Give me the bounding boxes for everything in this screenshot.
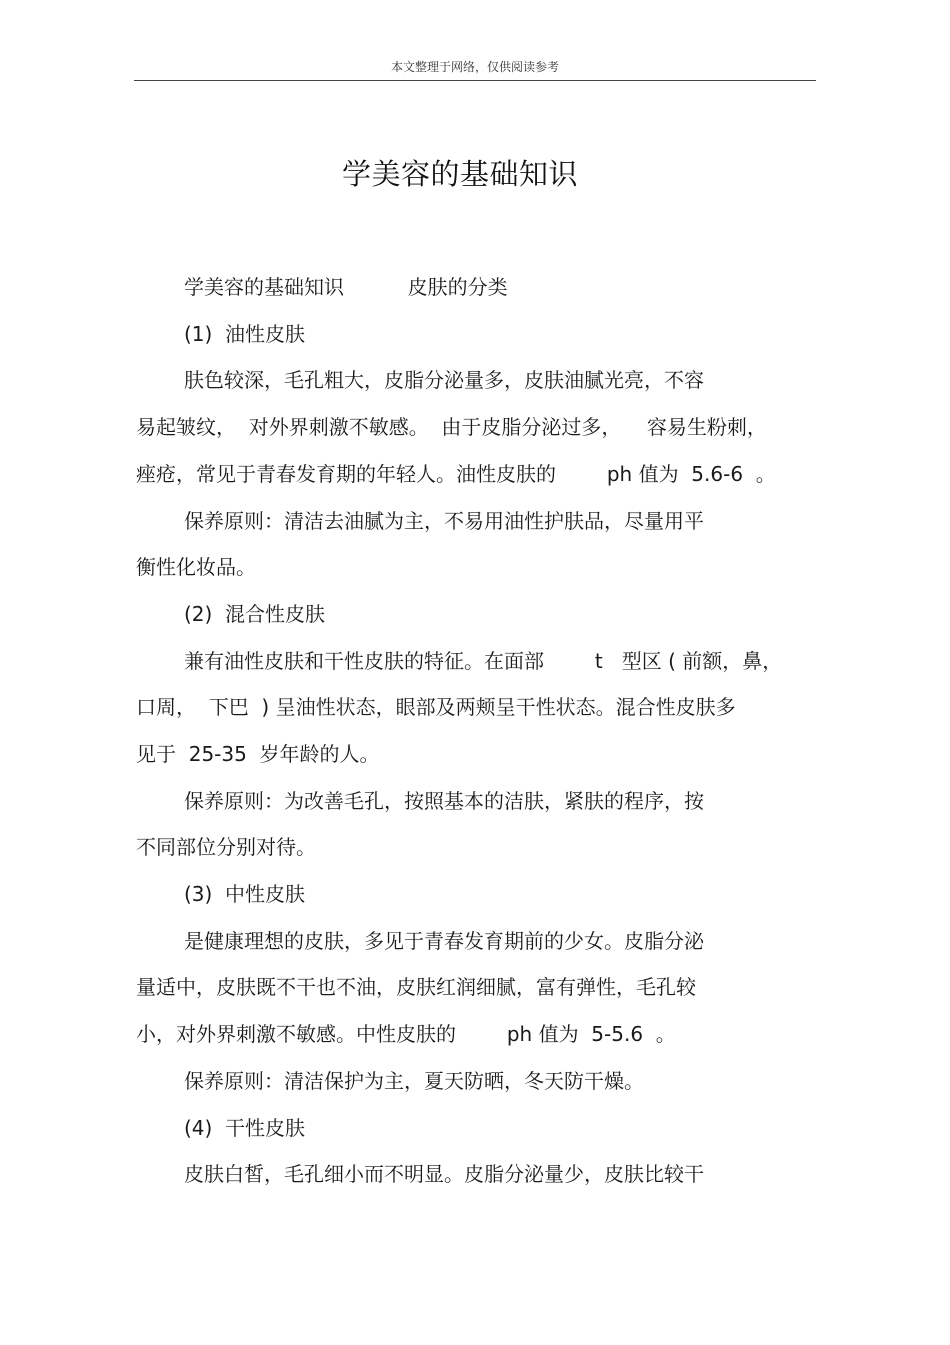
paragraph-line: 量适中，皮肤既不干也不油，皮肤红润细腻，富有弹性，毛孔较 <box>136 975 696 999</box>
paragraph-line: 易起皱纹， 对外界刺激不敏感。 由于皮脂分泌过多， 容易生粉刺， <box>136 415 767 439</box>
subheading-oily: (1) 油性皮肤 <box>184 322 306 346</box>
subheading-combination: (2) 混合性皮肤 <box>184 602 326 626</box>
paragraph-line: 不同部位分别对待。 <box>136 835 316 859</box>
paragraph-line: 衡性化妆品。 <box>136 555 256 579</box>
subheading-neutral: (3) 中性皮肤 <box>184 882 306 906</box>
paragraph-line: 肤色较深，毛孔粗大，皮脂分泌量多，皮肤油腻光亮，不容 <box>184 368 704 392</box>
section-heading: 学美容的基础知识 皮肤的分类 <box>184 275 508 299</box>
paragraph-line: 保养原则：为改善毛孔，按照基本的洁肤，紧肤的程序，按 <box>184 789 704 813</box>
paragraph-line: 痤疮，常见于青春发育期的年轻人。油性皮肤的 ph 值为 5.6-6 。 <box>136 462 776 486</box>
paragraph-line: 兼有油性皮肤和干性皮肤的特征。在面部 t 型区 ( 前额，鼻， <box>184 649 783 673</box>
page-header-note: 本文整理于网络，仅供阅读参考 <box>390 60 559 74</box>
paragraph-line: 口周， 下巴 ) 呈油性状态，眼部及两颊呈干性状态。混合性皮肤多 <box>136 695 736 719</box>
paragraph-line: 保养原则：清洁保护为主，夏天防晒，冬天防干燥。 <box>184 1069 644 1093</box>
paragraph-line: 见于 25-35 岁年龄的人。 <box>136 742 380 766</box>
header-divider <box>134 80 816 81</box>
paragraph-line: 是健康理想的皮肤，多见于青春发育期前的少女。皮脂分泌 <box>184 929 704 953</box>
paragraph-line: 皮肤白皙，毛孔细小而不明显。皮脂分泌量少，皮肤比较干 <box>184 1162 704 1186</box>
subheading-dry: (4) 干性皮肤 <box>184 1116 306 1140</box>
paragraph-line: 小，对外界刺激不敏感。中性皮肤的 ph 值为 5-5.6 。 <box>136 1022 676 1046</box>
paragraph-line: 保养原则：清洁去油腻为主，不易用油性护肤品，尽量用平 <box>184 509 704 533</box>
document-title: 学美容的基础知识 <box>341 157 578 191</box>
